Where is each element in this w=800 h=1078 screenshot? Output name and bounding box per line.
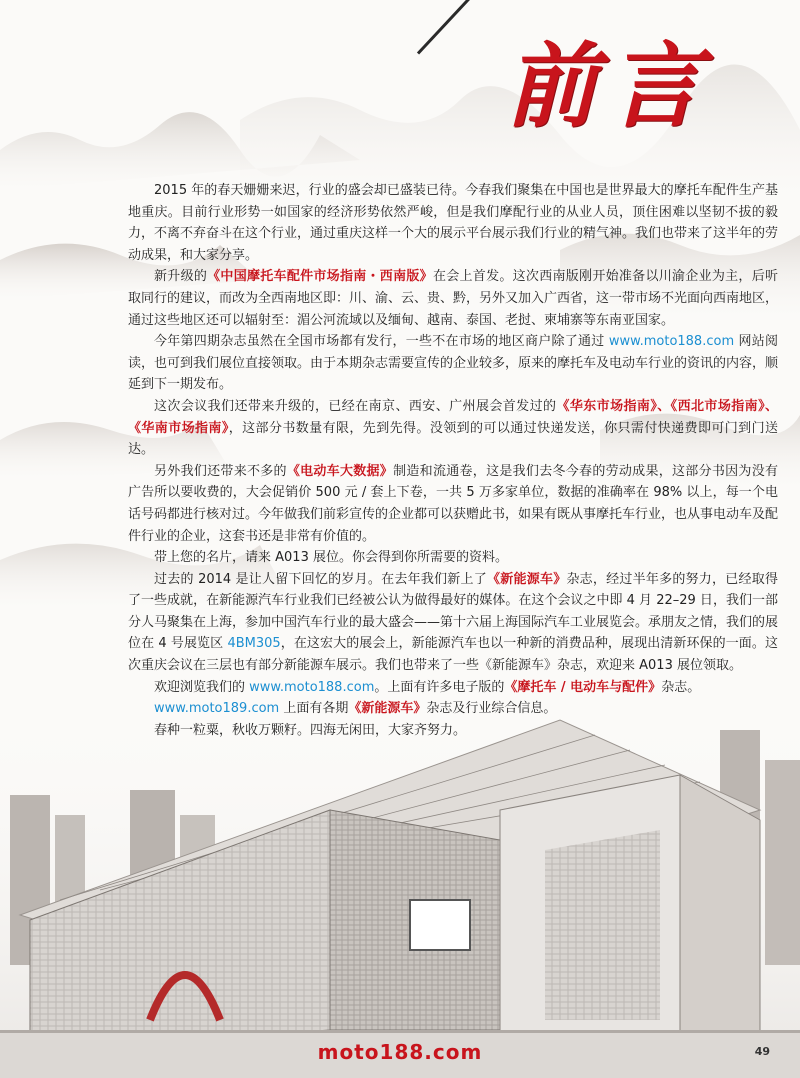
body-text: 过去的 2014 是让人留下回忆的岁月。在去年我们新上了 [154, 571, 488, 587]
link-text[interactable]: www.moto189.com [154, 701, 280, 717]
body-text: 杂志及行业综合信息。 [426, 701, 557, 717]
paragraph-6 [128, 547, 778, 569]
body-text: 。上面有许多电子版的 [374, 679, 505, 695]
body-text: 春种一粒粟，秋收万颗籽。四海无闲田，大家齐努力。 [154, 722, 467, 738]
body-text: 欢迎浏览我们的 [154, 679, 250, 695]
body-text: 新升级的 [154, 269, 208, 285]
body-text: 带上您的名片，请来 A013 展位。你会得到你所需要的资料。 [154, 550, 508, 566]
body-text: 上面有各期 [279, 701, 349, 717]
body-text: 网站阅读，也可到我们展位直接领取。由于本期杂志需要宣传的企业较多，原来的摩托车及电动车行业的资讯的内容，顺延到下一期发布。 [128, 334, 779, 393]
paragraph-9 [128, 698, 778, 720]
paragraph-1 [128, 180, 778, 266]
paragraph-8 [128, 677, 778, 699]
page-number: 49 [754, 1045, 770, 1058]
link-text[interactable]: www.moto188.com [249, 679, 375, 695]
paragraph-4 [128, 396, 778, 461]
paragraph-7 [128, 569, 778, 677]
body-text: ，在这宏大的展会上，新能源汽车也以一种新的消费品种，展现出清新环保的一面。这次重庆会议在三层也有部分新能源车展示。我们也带来了一些《新能源车》杂志，欢迎来 A013 展位领取。 [128, 636, 778, 674]
paragraph-10 [128, 720, 778, 742]
body-text: 杂志。 [661, 679, 701, 695]
body-text: 在会上首发。这次西南版刚开始准备以川渝企业为主，后听取同行的建议，而改为全西南地区即：川、渝、云、贵、黔，另外又加入广西省，这一带市场不光面向西南地区，通过这些地区还可以辐射至：湄公河流域以及缅甸、越南、泰国、老挝、柬埔寨等东南亚国家。 [128, 269, 779, 328]
paragraph-2 [128, 266, 778, 331]
body-text: ，这部分书数量有限，先到先得。没领到的可以通过快递发送，你只需付快递费即可门到门送达。 [128, 420, 778, 458]
exhibition-center-photo [0, 690, 800, 1078]
page-title: 前言 [505, 32, 714, 140]
highlighted-title: 《中国摩托车配件市场指南・西南版》 [207, 269, 433, 285]
link-text[interactable]: www.moto188.com [608, 334, 735, 350]
link-text[interactable]: 4BM305 [227, 636, 281, 652]
preface-article [128, 180, 778, 741]
body-text: 这次会议我们还带来升级的，已经在南京、西安、广州展会首发过的 [154, 398, 557, 414]
highlighted-title: 《新能源车》 [348, 701, 427, 717]
highlighted-title: 《电动车大数据》 [286, 463, 394, 479]
paragraph-3 [128, 331, 778, 396]
highlighted-title: 《摩托车 / 电动车与配件》 [504, 679, 662, 695]
body-text: 杂志，经过半年多的努力，已经取得了一些成就，在新能源汽车行业我们已经被公认为做得最好的媒体。在这个会议之中即 4 月 22–29 日，我们一部分人马聚集在上海，参加中国汽车行业的最大盛会——第十六届上海国际汽车工业展览会。承朋友之情，我们的展位在 4 号展览区 [128, 571, 779, 652]
body-text: 2015 年的春天姗姗来迟，行业的盛会却已盛装已待。今春我们聚集在中国也是世界最大的摩托车配件生产基地重庆。目前行业形势一如国家的经济形势依然严峻，但是我们摩配行业的从业人员，顶住困难以坚韧不拔的毅力，不离不弃奋斗在这个行业，通过重庆这样一个大的展示平台展示我们行业的精气神。我们也带来了这半年的劳动成果，和大家分享。 [128, 183, 779, 263]
paragraph-5 [128, 461, 778, 547]
body-text: 另外我们还带来不多的 [154, 463, 287, 479]
body-text: 制造和流通卷，这是我们去冬今春的劳动成果，这部分书因为没有广告所以要收费的，大会促销价 500 元 / 套上下卷，一共 5 万多家单位，数据的准确率在 98% 以上，每一个电话号码都进行核对过。今年做我们前彩宣传的企业都可以获赠此书，如果有既从事摩托车行业，也从事电动车及配件行业的企业，这套书还是非常有价值的。 [128, 463, 779, 544]
highlighted-title: 《新能源车》 [487, 571, 567, 587]
highlighted-title: 《华东市场指南》、《西北市场指南》、《华南市场指南》 [128, 398, 778, 436]
footer-site-url[interactable]: moto188.com [317, 1040, 483, 1064]
body-text: 今年第四期杂志虽然在全国市场都有发行，一些不在市场的地区商户除了通过 [154, 334, 609, 350]
